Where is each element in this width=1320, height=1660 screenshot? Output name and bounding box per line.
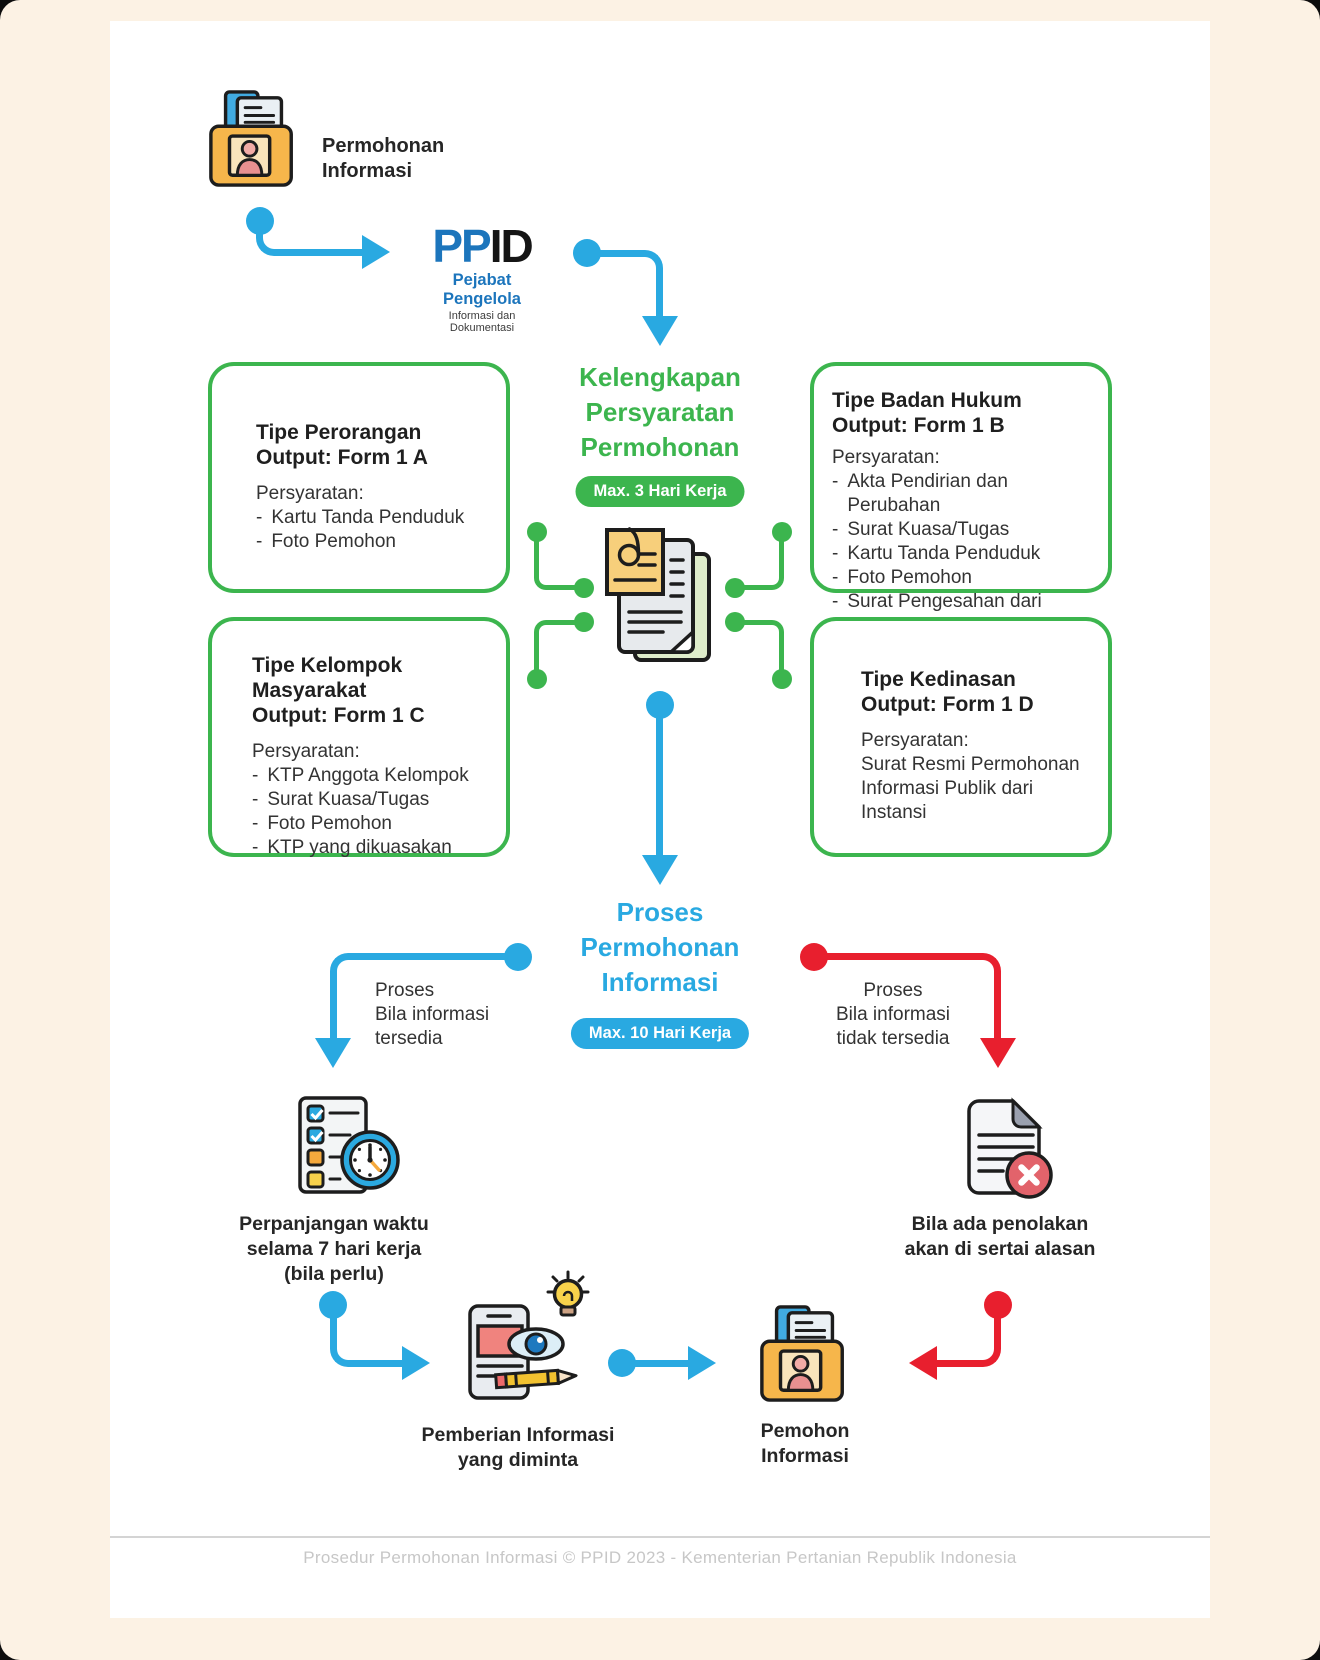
connector-delivery-arrowhead <box>402 1346 430 1380</box>
box-tipe-badan-hukum <box>810 362 1112 612</box>
req-item: - Surat Pengesahan dari <box>832 590 1100 614</box>
box-tipe-perorangan <box>208 362 510 593</box>
connector-green-dot <box>772 669 792 689</box>
ppid-wordmark-id: ID <box>489 220 532 272</box>
footer-divider <box>110 1536 1210 1538</box>
box-kedinasan-output: Output: Form 1 D <box>861 693 1034 716</box>
start-label-line2: Informasi <box>322 160 413 182</box>
connector-applicant-line <box>622 1360 688 1367</box>
ppid-wordmark <box>416 222 548 270</box>
connector-green-dot <box>527 669 547 689</box>
connector-unavailable-arrowhead <box>980 1038 1016 1068</box>
information-review-icon <box>450 1270 598 1412</box>
available-label-line3: tersedia <box>375 1028 443 1049</box>
connector-process-line <box>656 705 663 857</box>
box-kedinasan-note-1: Surat Resmi Permohonan <box>861 754 1080 775</box>
footer-caption: Prosedur Permohonan Informasi © PPID 2023 - Kementerian Pertanian Republik Indonesia <box>303 1548 1017 1567</box>
req-item: - Kartu Tanda Penduduk <box>256 506 490 530</box>
req-item: - Surat Kuasa/Tugas <box>252 788 490 812</box>
unavailable-branch-label <box>808 979 978 1051</box>
box-badan-hukum-req-list <box>832 470 1100 638</box>
connector-rejection-arrowhead <box>909 1346 937 1380</box>
unavailable-label-line2: Bila informasi <box>835 1004 951 1025</box>
box-kedinasan-note-2: Informasi Publik dari <box>861 778 1034 799</box>
connector-green-dot <box>725 612 745 632</box>
box-tipe-kedinasan <box>810 617 1112 857</box>
box-badan-hukum-req-label: Persyaratan: <box>832 447 940 468</box>
req-item: - KTP yang dikuasakan <box>252 836 490 860</box>
checklist-clock-icon <box>290 1094 410 1210</box>
extension-label-line3: (bila perlu) <box>284 1263 384 1285</box>
box-badan-hukum-output: Output: Form 1 B <box>832 414 1005 437</box>
folder-documents-icon <box>205 86 303 192</box>
start-label <box>322 134 444 184</box>
box-kedinasan-note-3: Instansi <box>861 802 927 823</box>
unavailable-label-line1: Proses <box>863 980 923 1001</box>
connector-green-dot <box>574 612 594 632</box>
req-item: - Foto Pemohon <box>832 566 1100 590</box>
box-tipe-kelompok-masyarakat <box>208 617 510 857</box>
document-rejected-icon <box>953 1095 1060 1205</box>
ppid-wordmark-pp: PP <box>432 220 490 272</box>
connector-green-dot <box>574 578 594 598</box>
rejection-label-line1: Bila ada penolakan <box>911 1213 1089 1235</box>
connector-process-arrowhead <box>642 855 678 885</box>
box-perorangan-title: Tipe Perorangan <box>256 421 422 444</box>
req-item: - Foto Pemohon <box>256 530 490 554</box>
applicant-label <box>703 1419 907 1469</box>
rejection-label <box>898 1212 1102 1262</box>
connector-start-elbow <box>256 221 362 256</box>
box-perorangan-req-list <box>256 506 490 554</box>
box-kedinasan-req-label: Persyaratan: <box>861 730 969 751</box>
process-title-line1: Proses <box>616 897 704 927</box>
connector-available-arrowhead <box>315 1038 351 1068</box>
delivery-label-line2: yang diminta <box>457 1449 579 1471</box>
requirements-badge: Max. 3 Hari Kerja <box>576 476 745 507</box>
connector-green-dot <box>527 522 547 542</box>
process-badge: Max. 10 Hari Kerja <box>571 1018 749 1049</box>
available-branch-label <box>375 979 489 1051</box>
box-perorangan-output: Output: Form 1 A <box>256 446 428 469</box>
rejection-label-line2: akan di sertai alasan <box>904 1238 1096 1260</box>
process-title <box>500 895 820 1000</box>
box-kelompok-title: Tipe Kelompok Masyarakat <box>252 654 403 702</box>
document-paperclip-icon <box>597 524 721 668</box>
ppid-tagline-2: Informasi dan Dokumentasi <box>448 310 516 334</box>
process-title-line3: Informasi <box>601 967 719 997</box>
extension-label-line1: Perpanjangan waktu <box>239 1213 429 1235</box>
req-item: - Akta Pendirian dan Perubahan <box>832 470 1100 518</box>
box-kedinasan-title: Tipe Kedinasan <box>861 668 1016 691</box>
requirements-title-line3: Permohonan <box>580 432 740 462</box>
req-item: - KTP Anggota Kelompok <box>252 764 490 788</box>
requirements-title-line2: Persyaratan <box>585 397 735 427</box>
box-badan-hukum-title: Tipe Badan Hukum <box>832 389 1022 412</box>
connector-delivery-elbow <box>330 1305 402 1367</box>
ppid-tagline-1: Pejabat Pengelola <box>443 271 521 308</box>
req-item: - Foto Pemohon <box>252 812 490 836</box>
extension-label-line2: selama 7 hari kerja <box>246 1238 422 1260</box>
connector-applicant-arrowhead <box>688 1346 716 1380</box>
connector-rejection-elbow <box>937 1305 1001 1367</box>
box-perorangan-req-label: Persyaratan: <box>256 483 364 504</box>
requirements-title-line1: Kelengkapan <box>579 362 741 392</box>
req-item: - Surat Kuasa/Tugas <box>832 518 1100 542</box>
available-label-line2: Bila informasi <box>375 1004 490 1025</box>
ppid-logo <box>416 222 548 334</box>
req-item: - Kartu Tanda Penduduk <box>832 542 1100 566</box>
delivery-label <box>416 1423 620 1473</box>
box-kelompok-req-label: Persyaratan: <box>252 741 360 762</box>
available-label-line1: Proses <box>375 980 435 1001</box>
connector-start-arrowhead <box>362 235 390 269</box>
box-kelompok-output: Output: Form 1 C <box>252 704 425 727</box>
connector-ppid-elbow <box>587 250 663 318</box>
connector-green-dot <box>725 578 745 598</box>
start-label-line1: Permohonan <box>322 135 445 157</box>
applicant-label-line2: Informasi <box>761 1445 849 1467</box>
folder-documents-icon <box>756 1302 854 1406</box>
connector-green-dot <box>772 522 792 542</box>
delivery-label-line1: Pemberian Informasi <box>421 1424 615 1446</box>
unavailable-label-line3: tidak tersedia <box>836 1028 950 1049</box>
connector-ppid-arrowhead <box>642 316 678 346</box>
requirements-title <box>500 360 820 465</box>
process-title-line2: Permohonan <box>580 932 740 962</box>
applicant-label-line1: Pemohon <box>760 1420 850 1442</box>
extension-label <box>232 1212 436 1287</box>
box-kelompok-req-list <box>252 764 490 860</box>
